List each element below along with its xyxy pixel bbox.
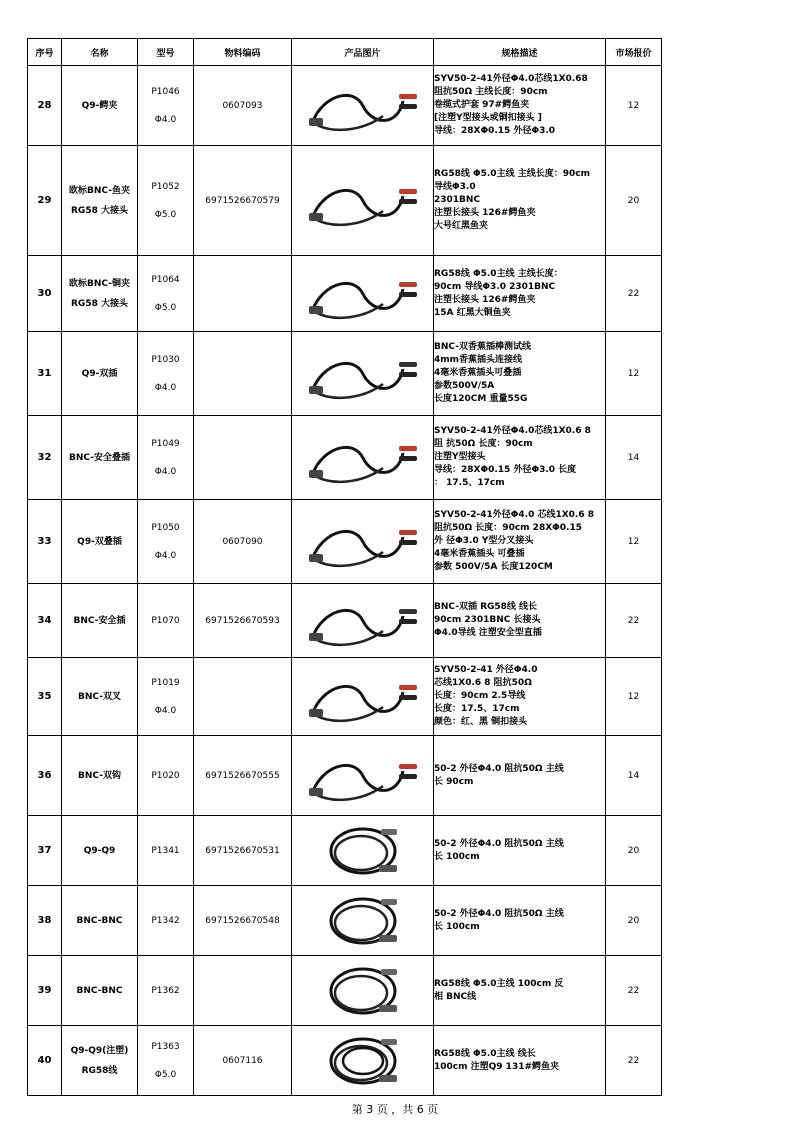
market-price: 22 (606, 584, 662, 658)
product-model (138, 500, 194, 584)
cable-dual-stack-icon (303, 512, 423, 572)
model-line: Φ5.0 (154, 302, 177, 313)
row-number: 32 (28, 416, 62, 500)
material-code: 6971526670593 (194, 584, 292, 658)
cable-hook-clip-icon (303, 746, 423, 806)
cable-spade-fork-icon (303, 667, 423, 727)
header-price: 市场报价 (606, 39, 662, 66)
product-model (138, 256, 194, 332)
product-name: Q9-鳄夹 (62, 66, 138, 146)
cable-bnc-reverse-icon (303, 961, 423, 1021)
spec-description: SYV50-2-41外径Φ4.0芯线1X0.6 8 阻 抗50Ω 长度：90cm 注塑Y型接头 导线：28XΦ0.15 外径Φ3.0 长度 ： 17.5、17cm (434, 416, 606, 500)
product-name: BNC-BNC (62, 956, 138, 1026)
cable-bnc-bnc-icon (303, 891, 423, 951)
product-image (292, 146, 434, 256)
row-number: 39 (28, 956, 62, 1026)
market-price: 12 (606, 658, 662, 736)
model-line: P1049 (151, 438, 180, 449)
product-image (292, 1026, 434, 1096)
table-row (28, 816, 662, 886)
product-image (292, 956, 434, 1026)
product-model (138, 886, 194, 956)
product-model (138, 146, 194, 256)
row-number: 28 (28, 66, 62, 146)
product-name: BNC-BNC (62, 886, 138, 956)
spec-description: BNC-双插 RG58线 线长 90cm 2301BNC 长接头 Φ4.0导线 注塑安全型直插 (434, 584, 606, 658)
product-name: Q9-Q9 (62, 816, 138, 886)
spec-description: RG58线 Φ5.0主线 主线长度：90cm 导线Φ3.0 2301BNC 注塑长接头 126#鳄鱼夹 大号红黑鱼夹 (434, 146, 606, 256)
material-code (194, 416, 292, 500)
market-price: 12 (606, 332, 662, 416)
table-row (28, 886, 662, 956)
row-number: 33 (28, 500, 62, 584)
spec-description: RG58线 Φ5.0主线 线长 100cm 注塑Q9 131#鳄鱼夹 (434, 1026, 606, 1096)
spec-description: SYV50-2-41外径Φ4.0芯线1X0.68 阻抗50Ω 主线长度：90cm 卷缆式护套 97#鳄鱼夹 [注塑Y型接头或铜扣接头 ] 导线：28XΦ0.15 外径Φ3.0 (434, 66, 606, 146)
spec-description: SYV50-2-41外径Φ4.0 芯线1X0.6 8 阻抗50Ω 长度：90cm 28XΦ0.15 外 径Φ3.0 Y型分叉接头 4毫米香蕉插头 可叠插 参数 500V/5A 长度120CM (434, 500, 606, 584)
model-line: P1046 (151, 86, 180, 97)
table-row (28, 584, 662, 658)
model-line: Φ4.0 (154, 705, 177, 716)
product-image (292, 886, 434, 956)
row-number: 40 (28, 1026, 62, 1096)
product-name: BNC-双钩 (62, 736, 138, 816)
model-line: P1341 (151, 845, 180, 856)
product-image (292, 500, 434, 584)
spec-description: BNC-双香蕉插棒测试线 4mm香蕉插头连接线 4毫米香蕉插头可叠插 参数500V/5A 长度120CM 重量55G (434, 332, 606, 416)
product-model (138, 658, 194, 736)
header-image: 产品图片 (292, 39, 434, 66)
cable-bnc-bnc-icon (303, 821, 423, 881)
table-row (28, 658, 662, 736)
spec-description: 50-2 外径Φ4.0 阻抗50Ω 主线 长 100cm (434, 886, 606, 956)
row-number: 37 (28, 816, 62, 886)
model-line: P1064 (151, 274, 180, 285)
header-code: 物料编码 (194, 39, 292, 66)
product-image (292, 816, 434, 886)
product-model (138, 416, 194, 500)
spec-description: 50-2 外径Φ4.0 阻抗50Ω 主线 长 90cm (434, 736, 606, 816)
model-line: P1052 (151, 181, 180, 192)
market-price: 12 (606, 66, 662, 146)
product-name: 欧标BNC-鱼夹 RG58 大接头 (62, 146, 138, 256)
material-code: 0607116 (194, 1026, 292, 1096)
table-row (28, 146, 662, 256)
product-model (138, 66, 194, 146)
model-line: Φ4.0 (154, 382, 177, 393)
product-model (138, 816, 194, 886)
cable-coil-icon (303, 1031, 423, 1091)
spec-description: 50-2 外径Φ4.0 阻抗50Ω 主线 长 100cm (434, 816, 606, 886)
product-table (27, 38, 662, 1096)
header-name: 名称 (62, 39, 138, 66)
page-footer: 第 3 页 ，共 6 页 (351, 1103, 439, 1116)
material-code: 6971526670555 (194, 736, 292, 816)
material-code: 6971526670548 (194, 886, 292, 956)
market-price: 22 (606, 1026, 662, 1096)
row-number: 36 (28, 736, 62, 816)
cable-safety-plug-icon (303, 591, 423, 651)
product-name: Q9-Q9(注塑) RG58线 (62, 1026, 138, 1096)
table-row (28, 736, 662, 816)
row-number: 31 (28, 332, 62, 416)
cable-safety-stack-icon (303, 428, 423, 488)
product-image (292, 736, 434, 816)
model-line: Φ4.0 (154, 550, 177, 561)
header-model: 型号 (138, 39, 194, 66)
table-row (28, 332, 662, 416)
model-line: P1342 (151, 915, 180, 926)
product-model (138, 1026, 194, 1096)
product-image (292, 658, 434, 736)
cable-dual-clip-icon (303, 76, 423, 136)
row-number: 38 (28, 886, 62, 956)
table-row (28, 416, 662, 500)
header-no: 序号 (28, 39, 62, 66)
material-code: 6971526670579 (194, 146, 292, 256)
product-model (138, 956, 194, 1026)
material-code (194, 256, 292, 332)
spec-description: SYV50-2-41 外径Φ4.0 芯线1X0.6 8 阻抗50Ω 长度：90cm 2.5导线 长度：17.5、17cm 颜色：红、黑 铜扣接头 (434, 658, 606, 736)
spec-description: RG58线 Φ5.0主线 主线长度： 90cm 导线Φ3.0 2301BNC 注塑长接头 126#鳄鱼夹 15A 红黑大铜鱼夹 (434, 256, 606, 332)
product-name: BNC-双叉 (62, 658, 138, 736)
market-price: 22 (606, 256, 662, 332)
header-spec: 规格描述 (434, 39, 606, 66)
header-row (28, 39, 662, 66)
row-number: 29 (28, 146, 62, 256)
market-price: 20 (606, 816, 662, 886)
model-line: P1050 (151, 522, 180, 533)
market-price: 20 (606, 886, 662, 956)
table-row (28, 256, 662, 332)
market-price: 12 (606, 500, 662, 584)
row-number: 35 (28, 658, 62, 736)
product-image (292, 584, 434, 658)
product-model (138, 584, 194, 658)
product-image (292, 416, 434, 500)
table-row (28, 500, 662, 584)
model-line: P1363 (151, 1041, 180, 1052)
table-row (28, 1026, 662, 1096)
product-image (292, 332, 434, 416)
spec-description: RG58线 Φ5.0主线 100cm 反 相 BNC线 (434, 956, 606, 1026)
model-line: P1070 (151, 615, 180, 626)
material-code: 6971526670531 (194, 816, 292, 886)
market-price: 14 (606, 416, 662, 500)
product-name: BNC-安全插 (62, 584, 138, 658)
market-price: 14 (606, 736, 662, 816)
product-name: BNC-安全叠插 (62, 416, 138, 500)
product-model (138, 736, 194, 816)
model-line: P1030 (151, 354, 180, 365)
cable-banana-plug-icon (303, 344, 423, 404)
model-line: P1362 (151, 985, 180, 996)
material-code: 0607090 (194, 500, 292, 584)
product-image (292, 256, 434, 332)
product-model (138, 332, 194, 416)
row-number: 30 (28, 256, 62, 332)
material-code (194, 956, 292, 1026)
product-name: Q9-双叠插 (62, 500, 138, 584)
material-code (194, 658, 292, 736)
market-price: 20 (606, 146, 662, 256)
table-row (28, 66, 662, 146)
product-image (292, 66, 434, 146)
model-line: P1020 (151, 770, 180, 781)
material-code (194, 332, 292, 416)
model-line: Φ5.0 (154, 1069, 177, 1080)
model-line: Φ4.0 (154, 466, 177, 477)
model-line: P1019 (151, 677, 180, 688)
product-name: Q9-双插 (62, 332, 138, 416)
row-number: 34 (28, 584, 62, 658)
cable-large-clip-icon (303, 171, 423, 231)
cable-red-black-clip-icon (303, 264, 423, 324)
material-code: 0607093 (194, 66, 292, 146)
model-line: Φ5.0 (154, 209, 177, 220)
table-row (28, 956, 662, 1026)
market-price: 22 (606, 956, 662, 1026)
product-name: 欧标BNC-铜夹 RG58 大接头 (62, 256, 138, 332)
model-line: Φ4.0 (154, 114, 177, 125)
